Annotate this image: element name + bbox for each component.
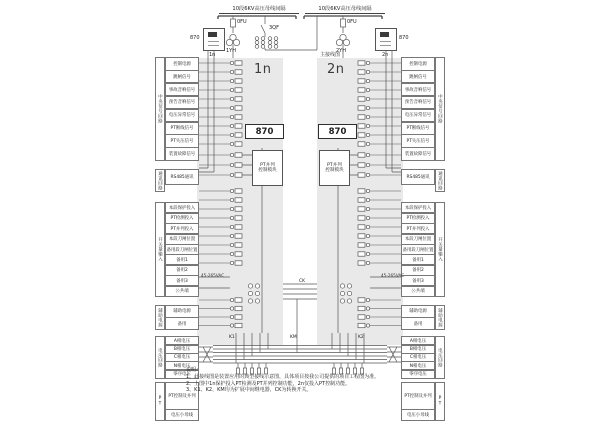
terminal-group xyxy=(401,305,445,330)
terminal-row: 控制电源 xyxy=(401,57,435,71)
terminal-row: C相电压 xyxy=(401,353,435,362)
terminal-group xyxy=(155,202,199,296)
group-rows xyxy=(401,305,435,330)
fuse-symbol-right xyxy=(341,19,346,27)
pt-label-left: 1YH xyxy=(226,48,236,54)
group-title: 辅助电源 xyxy=(435,305,445,330)
meter-device-left xyxy=(203,28,225,51)
terminal-row: 备用3 xyxy=(401,275,435,286)
terminal-row: 本段保护投入 xyxy=(401,202,435,213)
group-title: 中央信号回路 xyxy=(155,57,165,161)
switch-label-ck: CK xyxy=(299,279,305,284)
terminal-row: 辅助电源 xyxy=(401,305,435,318)
terminal-row: 零序电压 xyxy=(401,370,435,379)
bus-label-left: 10段6KV高压母线间隔 xyxy=(219,6,299,14)
terminal-row: 备用 xyxy=(165,317,199,330)
terminal-group xyxy=(401,57,445,161)
notes-block xyxy=(186,367,436,394)
protection-device-right: 870 xyxy=(318,124,357,139)
terminal-row: 本段刀闸位置 xyxy=(401,234,435,245)
notes-title: 说明： xyxy=(186,367,202,373)
panel-id-1n: 1n xyxy=(254,62,272,77)
terminal-row: PT检测投入 xyxy=(401,213,435,224)
meter-screen-icon xyxy=(380,32,389,37)
terminal-row: RS485通讯 xyxy=(165,169,199,185)
group-rows xyxy=(401,202,435,296)
fuse-symbol-left xyxy=(231,19,236,27)
terminal-row: 电压异常信号 xyxy=(401,109,435,123)
terminal-row: PT并列投入 xyxy=(401,223,435,234)
pt-parallel-module-right xyxy=(319,150,350,186)
note-item: 3、K1、K2、KM均为扩展中间继电器，CK为转换开关。 xyxy=(186,387,312,394)
terminal-group xyxy=(401,169,445,193)
terminal-row: PT并列投入 xyxy=(165,223,199,234)
terminal-row: 事故音响信号 xyxy=(165,83,199,97)
group-rows xyxy=(165,169,199,193)
terminal-row: 本段保护投入 xyxy=(165,202,199,213)
terminal-row: 零序电压 xyxy=(165,370,199,379)
group-title: 开关量输入 xyxy=(155,202,165,296)
terminal-row: A相电压 xyxy=(401,336,435,345)
terminal-row: 备用3 xyxy=(165,275,199,286)
terminal-row: PT断线信号 xyxy=(165,122,199,136)
protection-device-left: 870 xyxy=(245,124,284,139)
group-title: 辅助电源 xyxy=(155,305,165,330)
terminal-row: PT检测投入 xyxy=(165,213,199,224)
meter-line xyxy=(380,41,391,42)
vac-annotation-right: 45-265VAC xyxy=(381,273,405,278)
terminal-row: 备用 xyxy=(401,317,435,330)
main-diagram-label: 主接线图 xyxy=(320,52,341,58)
meter-id-left: 1n xyxy=(209,52,216,58)
terminal-row: PT断线信号 xyxy=(401,122,435,136)
terminal-row: 电压异常信号 xyxy=(165,109,199,123)
terminal-row: RS485通讯 xyxy=(401,169,435,185)
terminal-row: PT控制及并列 xyxy=(165,382,199,410)
meter-label-left: 870 xyxy=(190,35,200,41)
terminal-row: 装置故障信号 xyxy=(165,147,199,161)
group-title: 通讯回路 xyxy=(435,169,445,193)
terminal-row: N相电压 xyxy=(165,361,199,370)
group-rows xyxy=(165,57,199,161)
terminal-row: N相电压 xyxy=(401,361,435,370)
fuse-label-left: 0FU xyxy=(237,19,247,25)
terminal-row: 预告音响信号 xyxy=(165,96,199,110)
terminal-row: 备用1 xyxy=(165,254,199,265)
terminal-row: 备用2 xyxy=(401,265,435,276)
terminal-row: 备用1 xyxy=(401,254,435,265)
fuse-label-right: 0FU xyxy=(347,19,357,25)
terminal-row: 预告音响信号 xyxy=(401,96,435,110)
note-item: 2、上图中1n保护投入PT检测及PT并列控制功能，2n仅投入PT控制功能。 xyxy=(186,380,351,387)
group-title: 开关量输入 xyxy=(435,202,445,296)
module-text: PT并列 xyxy=(327,162,342,168)
group-rows xyxy=(401,169,435,193)
terminal-row: 事故音响信号 xyxy=(401,83,435,97)
terminal-row: 备用2 xyxy=(165,265,199,276)
terminal-group xyxy=(155,57,199,161)
terminal-row: 电压小母线 xyxy=(165,409,199,421)
bus-label-right: 10段6KV高压母线间隔 xyxy=(305,6,385,14)
terminal-row: 公共端 xyxy=(401,286,435,297)
vac-annotation-left: 45-265VAC xyxy=(201,273,225,278)
relay-label-km: KM xyxy=(290,335,297,340)
note-item: 1、此接线图是装置应用的典型接线示意图，具体项目按我公司提供的项目工程图为准。 xyxy=(186,373,380,380)
group-title: 通讯回路 xyxy=(155,169,165,193)
meter-line xyxy=(208,41,219,42)
terminal-row: B相电压 xyxy=(401,345,435,354)
terminal-row: PT控制及并列 xyxy=(401,382,435,410)
terminal-row: 备用段刀闸位置 xyxy=(401,244,435,255)
meter-line xyxy=(380,45,391,46)
terminal-group xyxy=(155,305,199,330)
terminal-row: 控制电源 xyxy=(165,57,199,71)
meter-label-right: 870 xyxy=(399,35,409,41)
group-title: 中央信号回路 xyxy=(435,57,445,161)
terminal-row: 公共端 xyxy=(165,286,199,297)
terminal-row: C相电压 xyxy=(165,353,199,362)
module-text: 控制模块 xyxy=(325,168,344,173)
module-text: PT并列 xyxy=(260,162,275,168)
relay-label-k1: K1 xyxy=(229,335,235,340)
terminal-row: PT失压信号 xyxy=(401,134,435,148)
group-title: 电压回路 xyxy=(155,336,165,379)
pt-label-right: 2YH xyxy=(336,48,346,54)
group-title: PT xyxy=(435,382,445,421)
breaker-label: 3QF xyxy=(269,25,279,31)
panel-id-2n: 2n xyxy=(327,62,345,77)
terminal-row: A相电压 xyxy=(165,336,199,345)
meter-line xyxy=(208,45,219,46)
group-rows xyxy=(165,202,199,296)
meter-device-right xyxy=(375,28,397,51)
meter-id-right: 2n xyxy=(382,52,389,58)
group-rows xyxy=(165,305,199,330)
group-title: 电压回路 xyxy=(435,336,445,379)
terminal-row: 跳闸信号 xyxy=(165,70,199,84)
module-text: 控制模块 xyxy=(258,168,277,173)
terminal-row: 装置故障信号 xyxy=(401,147,435,161)
terminal-row: PT失压信号 xyxy=(165,134,199,148)
terminal-row: 电压小母线 xyxy=(401,409,435,421)
relay-label-k2: K2 xyxy=(358,335,364,340)
terminal-row: 本段刀闸位置 xyxy=(165,234,199,245)
terminal-row: 辅助电源 xyxy=(165,305,199,318)
group-title: PT xyxy=(155,382,165,421)
terminal-group xyxy=(401,202,445,296)
terminal-group xyxy=(155,169,199,193)
group-rows xyxy=(401,57,435,161)
terminal-row: 跳闸信号 xyxy=(401,70,435,84)
meter-screen-icon xyxy=(208,32,217,37)
terminal-row: 备用段刀闸位置 xyxy=(165,244,199,255)
pt-parallel-module-left xyxy=(252,150,283,186)
terminal-row: B相电压 xyxy=(165,345,199,354)
